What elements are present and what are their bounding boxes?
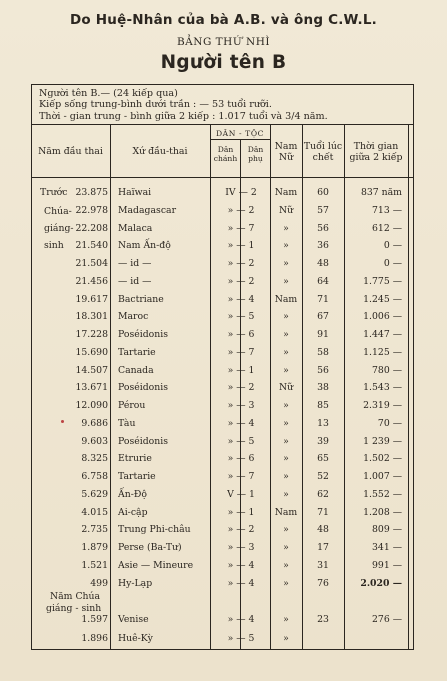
table-cell-race: » — 1 xyxy=(227,365,255,376)
table-cell-sex: » xyxy=(283,614,289,625)
table-cell-year: 499 xyxy=(90,578,108,589)
document-header: Do Huệ-Nhân của bà A.B. và ông C.W.L. xyxy=(70,12,377,28)
table-cell-race: » — 3 xyxy=(227,400,255,411)
table-cell-age: 57 xyxy=(317,205,329,216)
table-cell-place: Poséidonis xyxy=(118,436,169,447)
table-cell-sex: Nam xyxy=(274,187,298,198)
table-cell-age: 38 xyxy=(317,382,329,393)
table-cell-place: — id — xyxy=(118,258,152,269)
table-cell-age: 91 xyxy=(317,329,329,340)
table-cell-sex: » xyxy=(283,365,289,376)
era-label-after-2: giáng - sinh xyxy=(46,603,102,614)
table-cell-race: » — 4 xyxy=(227,578,255,589)
table-cell-age: 52 xyxy=(317,471,329,482)
table-cell-place: Poséidonis xyxy=(118,382,169,393)
col-divider-2 xyxy=(210,124,211,650)
col-header-sex-male: Nam xyxy=(274,141,298,152)
table-cell-interval: 1.543 — xyxy=(363,382,402,393)
table-cell-sex: » xyxy=(283,329,289,340)
table-cell-year: 1.879 xyxy=(81,542,108,553)
table-cell-interval: 2.319 — xyxy=(363,400,402,411)
table-cell-race: » — 4 xyxy=(227,418,255,429)
table-cell-year: 21.504 xyxy=(75,258,108,269)
table-cell-age: 39 xyxy=(317,436,329,447)
table-cell-sex: » xyxy=(283,471,289,482)
col-header-place: Xứ đầu-thai xyxy=(132,146,188,157)
table-cell-year: 1.896 xyxy=(81,633,108,644)
table-cell-year: 8.325 xyxy=(81,453,108,464)
table-cell-sex: » xyxy=(283,400,289,411)
col-header-sex-female: Nữ xyxy=(278,152,294,163)
table-cell-race: » — 7 xyxy=(227,347,255,358)
era-label-before-3: giáng- xyxy=(44,223,74,234)
table-cell-age: 65 xyxy=(317,453,329,464)
table-cell-year: 12.090 xyxy=(75,400,108,411)
table-cell-place: Tartarie xyxy=(118,471,156,482)
table-cell-age: 60 xyxy=(317,187,329,198)
table-cell-year: 14.507 xyxy=(75,365,108,376)
table-cell-sex: » xyxy=(283,311,289,322)
table-cell-interval: 1.007 — xyxy=(363,471,402,482)
table-cell-year: 2.735 xyxy=(81,524,108,535)
table-cell-sex: » xyxy=(283,276,289,287)
table-cell-race: » — 1 xyxy=(227,240,255,251)
table-cell-sex: Nữ xyxy=(278,382,294,393)
table-cell-age: 48 xyxy=(317,258,329,269)
table-cell-race: IV — 2 xyxy=(225,187,257,198)
table-cell-interval: 2.020 — xyxy=(360,578,402,589)
era-label-after-1: Năm Chúa xyxy=(50,591,101,602)
table-cell-race: » — 5 xyxy=(227,311,255,322)
col-header-interval-2: giữa 2 kiếp xyxy=(349,152,403,163)
table-cell-place: Tàu xyxy=(118,418,136,429)
table-cell-sex: » xyxy=(283,524,289,535)
table-cell-race: » — 2 xyxy=(227,382,255,393)
table-cell-sex: » xyxy=(283,453,289,464)
table-cell-race: » — 6 xyxy=(227,329,255,340)
table-cell-race: V — 1 xyxy=(227,489,255,500)
table-cell-sex: » xyxy=(283,240,289,251)
table-cell-place: Huê-Kỳ xyxy=(118,633,153,644)
table-cell-sex: » xyxy=(283,347,289,358)
table-cell-age: 71 xyxy=(317,507,329,518)
table-cell-age: 36 xyxy=(317,240,329,251)
table-cell-place: Etrurie xyxy=(118,453,152,464)
table-cell-interval: 1.502 — xyxy=(363,453,402,464)
table-cell-race: » — 5 xyxy=(227,633,255,644)
table-cell-place: Pérou xyxy=(118,400,146,411)
table-cell-place: Ai-cập xyxy=(118,507,148,518)
table-cell-year: 22.208 xyxy=(75,223,108,234)
table-cell-interval: 1.245 — xyxy=(363,294,402,305)
table-cell-race: » — 2 xyxy=(227,258,255,269)
col-divider-6 xyxy=(408,124,409,650)
col-header-race: DÂN - TỘC xyxy=(215,129,265,138)
table-cell-race: » — 3 xyxy=(227,542,255,553)
table-cell-age: 71 xyxy=(317,294,329,305)
table-cell-year: 4.015 xyxy=(81,507,108,518)
table-cell-interval: 612 — xyxy=(372,223,402,234)
table-cell-year: 21.456 xyxy=(75,276,108,287)
table-cell-age: 62 xyxy=(317,489,329,500)
table-cell-place: Canada xyxy=(118,365,154,376)
table-cell-place: Malaca xyxy=(118,223,153,234)
table-cell-year: 1.521 xyxy=(81,560,108,571)
table-cell-place: Maroc xyxy=(118,311,149,322)
table-cell-sex: » xyxy=(283,560,289,571)
table-cell-sex: » xyxy=(283,489,289,500)
table-cell-interval: 837 năm xyxy=(360,187,402,198)
table-cell-year: 18.301 xyxy=(75,311,108,322)
table-cell-year: 23.875 xyxy=(75,187,108,198)
table-cell-year: 6.758 xyxy=(81,471,108,482)
table-cell-interval: 276 — xyxy=(372,614,402,625)
col-header-year: Năm đầu thai xyxy=(38,146,103,157)
table-cell-place: Perse (Ba-Tư) xyxy=(118,542,182,553)
table-cell-place: Bactriane xyxy=(118,294,164,305)
table-cell-place: Trung Phi-châu xyxy=(118,524,191,535)
table-cell-interval: 0 — xyxy=(383,240,402,251)
table-cell-year: 21.540 xyxy=(75,240,108,251)
table-cell-age: 67 xyxy=(317,311,329,322)
table-cell-sex: Nam xyxy=(274,294,298,305)
table-cell-place: Haïwai xyxy=(118,187,152,198)
table-cell-interval: 1.775 — xyxy=(363,276,402,287)
table-cell-sex: » xyxy=(283,633,289,644)
table-cell-race: » — 4 xyxy=(227,294,255,305)
table-cell-interval: 713 — xyxy=(372,205,402,216)
table-cell-sex: » xyxy=(283,258,289,269)
table-cell-age: 23 xyxy=(317,614,329,625)
table-cell-sex: » xyxy=(283,223,289,234)
table-cell-race: » — 2 xyxy=(227,276,255,287)
table-cell-age: 13 xyxy=(317,418,329,429)
table-cell-sex: » xyxy=(283,542,289,553)
table-cell-interval: 1.208 — xyxy=(363,507,402,518)
table-cell-year: 1.597 xyxy=(81,614,108,625)
table-cell-interval: 1.006 — xyxy=(363,311,402,322)
table-cell-sex: » xyxy=(283,436,289,447)
table-cell-interval: 0 — xyxy=(383,258,402,269)
table-cell-place: Madagascar xyxy=(118,205,177,216)
table-cell-place: Venise xyxy=(118,614,149,625)
table-cell-interval: 1.552 — xyxy=(363,489,402,500)
col-divider-1 xyxy=(110,124,111,650)
table-cell-place: Poséidonis xyxy=(118,329,169,340)
table-cell-interval: 1 239 — xyxy=(363,436,402,447)
table-cell-place: Nam Ấn-độ xyxy=(118,240,171,251)
col-header-race-sub: Dân phụ xyxy=(247,145,264,163)
table-cell-place: Tartarie xyxy=(118,347,156,358)
era-label-before-4: sinh xyxy=(44,240,64,251)
table-cell-race: » — 4 xyxy=(227,560,255,571)
intro-line-2: Kiếp sống trung-bình dưới trần : — 53 tuổi rưỡi. xyxy=(39,99,272,110)
table-cell-age: 17 xyxy=(317,542,329,553)
table-cell-race: » — 7 xyxy=(227,223,255,234)
table-cell-year: 9.686 xyxy=(81,418,108,429)
table-cell-year: 15.690 xyxy=(75,347,108,358)
table-cell-age: 85 xyxy=(317,400,329,411)
table-cell-race: » — 4 xyxy=(227,614,255,625)
table-cell-sex: Nữ xyxy=(278,205,294,216)
table-cell-age: 56 xyxy=(317,365,329,376)
table-cell-year: 17.228 xyxy=(75,329,108,340)
table-cell-year: 22.978 xyxy=(75,205,108,216)
table-cell-age: 48 xyxy=(317,524,329,535)
table-cell-interval: 1.447 — xyxy=(363,329,402,340)
table-cell-year: 5.629 xyxy=(81,489,108,500)
table-cell-race: » — 1 xyxy=(227,507,255,518)
table-cell-interval: 1.125 — xyxy=(363,347,402,358)
table-cell-place: Ấn-Độ xyxy=(118,489,147,500)
table-cell-place: Asie — Mineure xyxy=(118,560,194,571)
table-cell-age: 31 xyxy=(317,560,329,571)
table-cell-year: 19.617 xyxy=(75,294,108,305)
table-cell-year: 13.671 xyxy=(75,382,108,393)
table-cell-interval: 341 — xyxy=(372,542,402,553)
table-cell-race: » — 7 xyxy=(227,471,255,482)
col-header-age-1: Tuổi lúc xyxy=(303,141,343,152)
era-label-before-1: Trước xyxy=(40,187,68,198)
table-cell-place: Hy-Lạp xyxy=(118,578,153,589)
table-number: BẢNG THỨ NHÌ xyxy=(176,36,271,48)
col-header-race-main: Dân chánh xyxy=(213,145,238,163)
table-cell-interval: 991 — xyxy=(372,560,402,571)
table-cell-race: » — 2 xyxy=(227,524,255,535)
table-cell-place: — id — xyxy=(118,276,152,287)
table-cell-age: 64 xyxy=(317,276,329,287)
col-header-age-2: chết xyxy=(312,152,334,163)
table-cell-race: » — 5 xyxy=(227,436,255,447)
intro-line-3: Thời - gian trung - bình giữa 2 kiếp : 1.017 tuổi và 3/4 năm. xyxy=(39,111,328,122)
table-cell-sex: Nam xyxy=(274,507,298,518)
table-top-rule xyxy=(31,124,414,125)
table-cell-age: 58 xyxy=(317,347,329,358)
table-cell-interval: 70 — xyxy=(377,418,402,429)
header-bottom-rule xyxy=(31,177,414,178)
col-header-interval-1: Thời gian xyxy=(353,141,399,152)
table-cell-sex: » xyxy=(283,578,289,589)
table-cell-sex: » xyxy=(283,418,289,429)
table-cell-race: » — 6 xyxy=(227,453,255,464)
table-cell-age: 76 xyxy=(317,578,329,589)
intro-line-1: Người tên B.— (24 kiếp qua) xyxy=(39,88,178,99)
table-cell-year: 9.603 xyxy=(81,436,108,447)
era-label-before-2: Chúa- xyxy=(44,206,72,217)
table-cell-interval: 780 — xyxy=(372,365,402,376)
table-cell-race: » — 2 xyxy=(227,205,255,216)
table-cell-age: 56 xyxy=(317,223,329,234)
table-cell-interval: 809 — xyxy=(372,524,402,535)
page-title: Người tên B xyxy=(160,52,287,73)
